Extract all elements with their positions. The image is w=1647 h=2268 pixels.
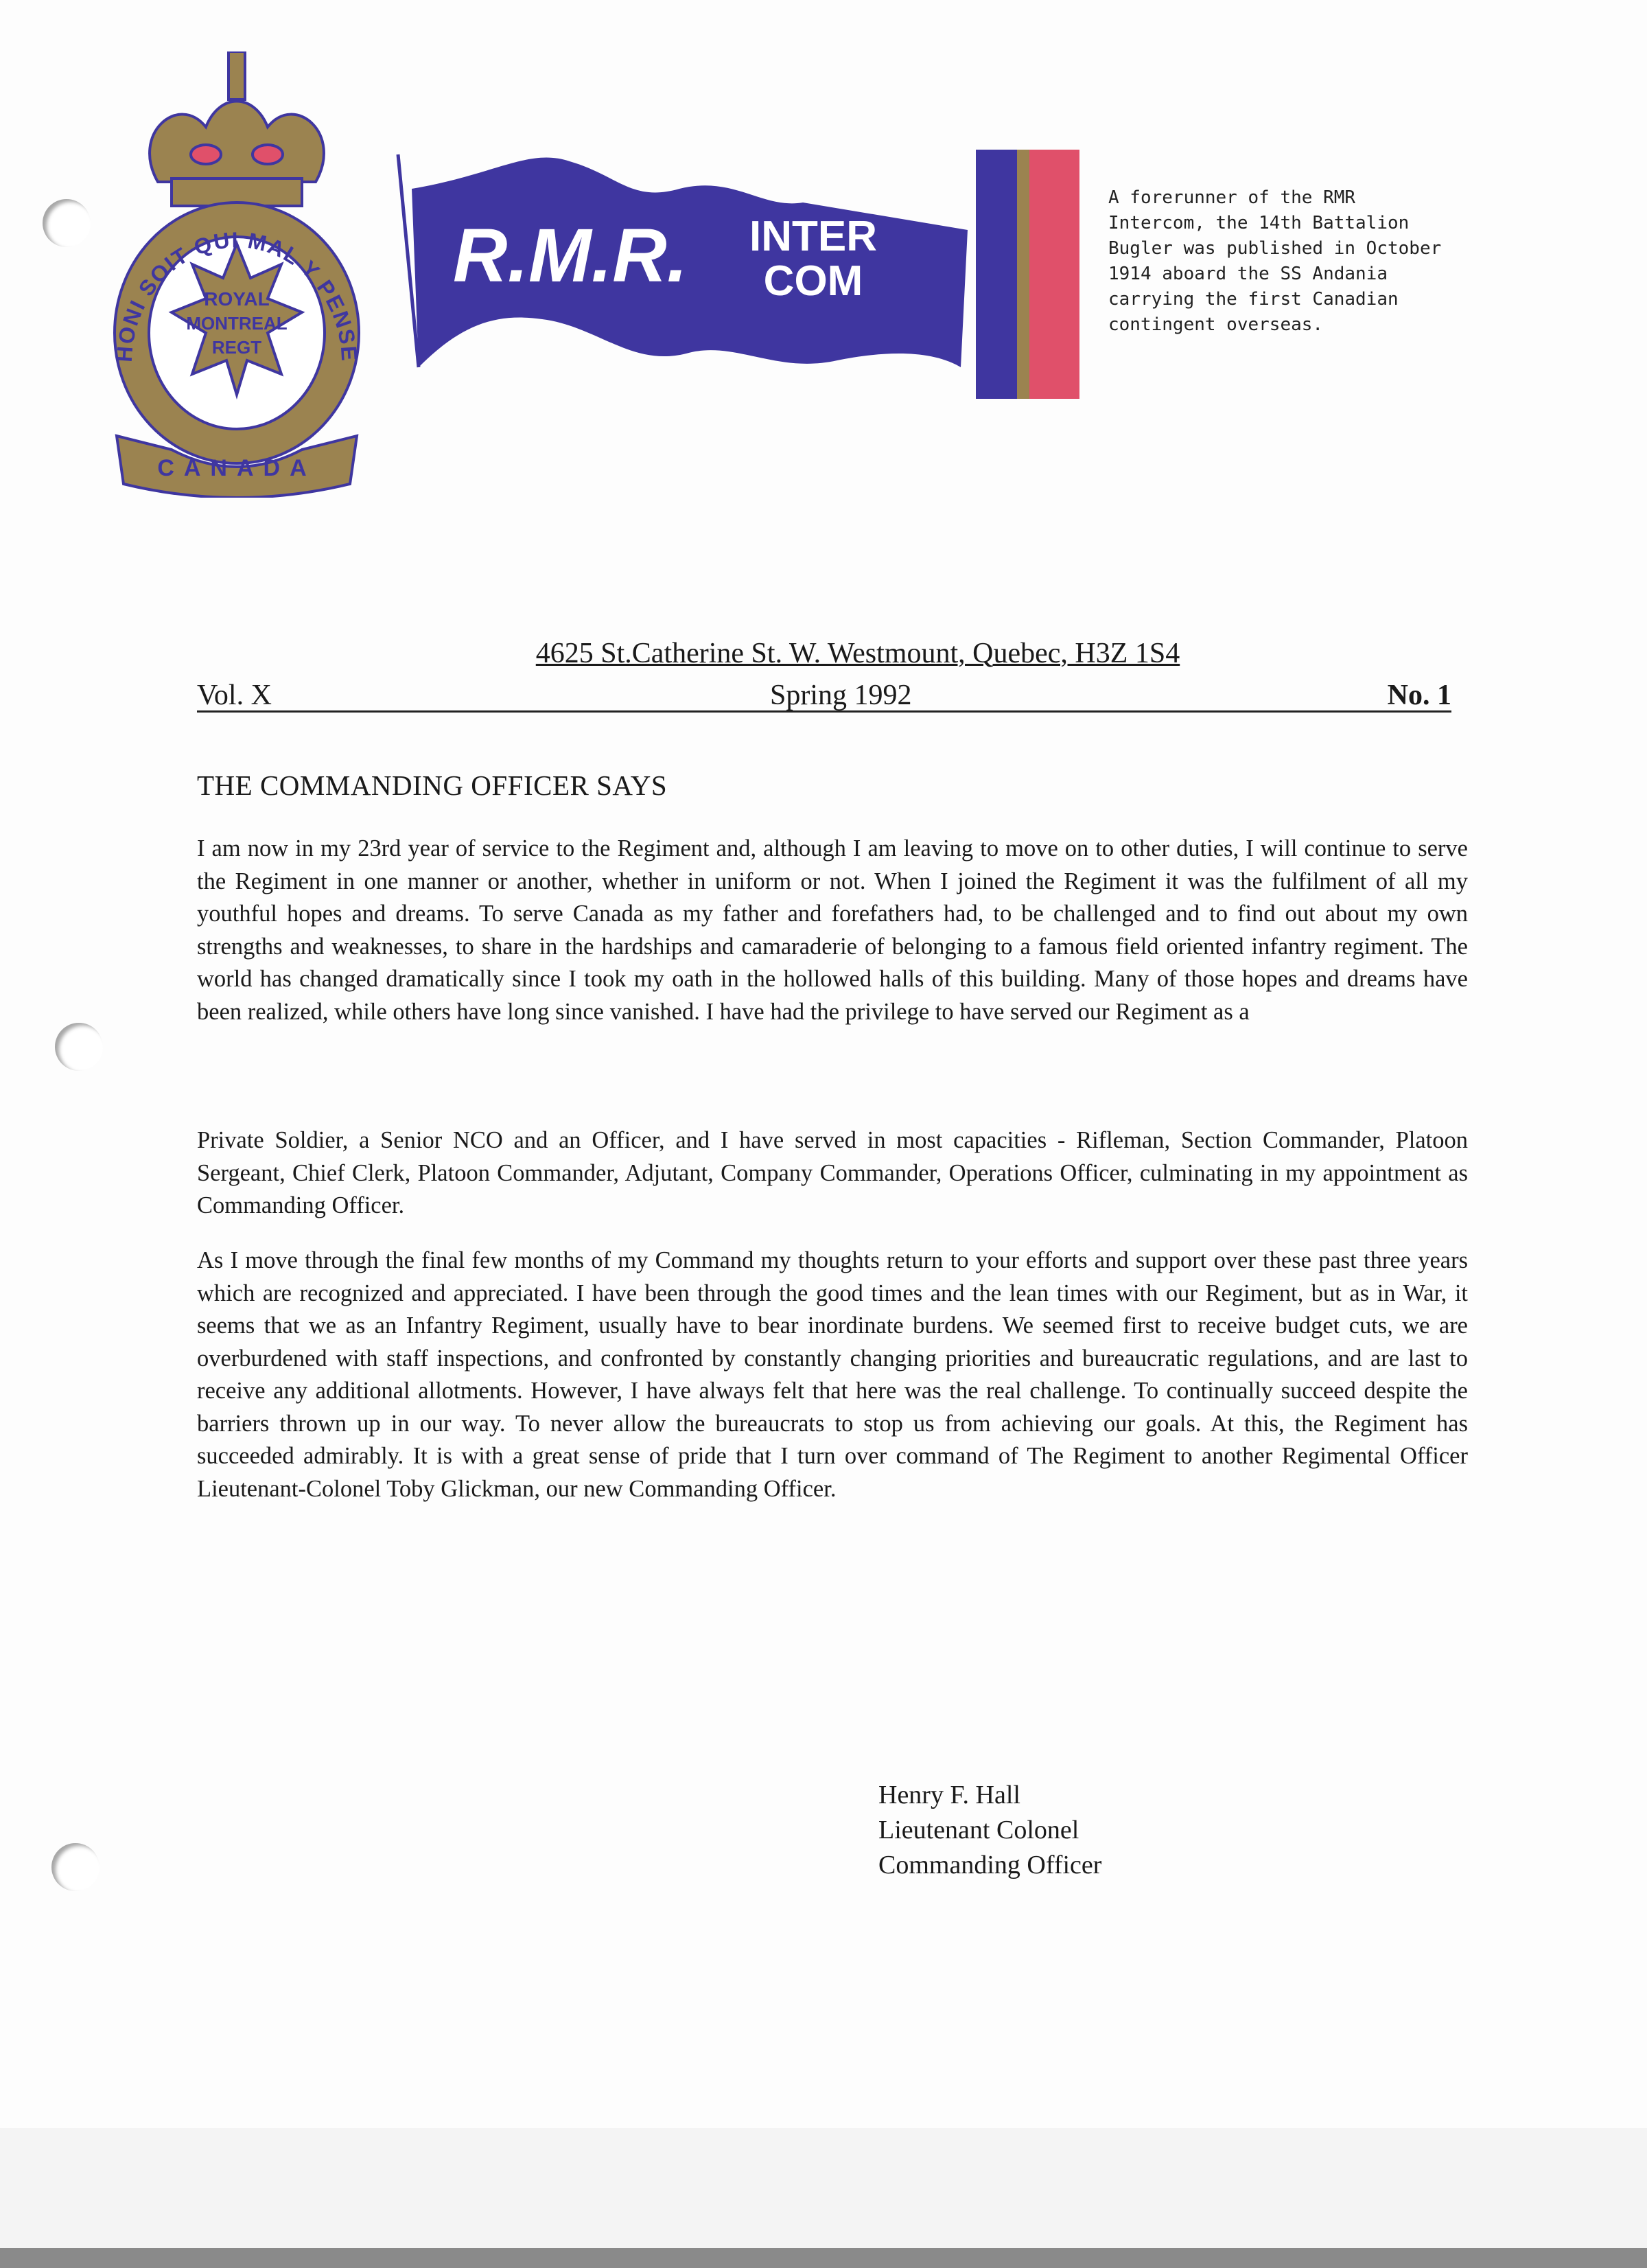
- address: 4625 St.Catherine St. W. Westmount, Quebec, H3Z 1S4: [535, 638, 1180, 669]
- paragraph: I am now in my 23rd year of service to the Regiment and, although I am leaving to move on to other duties, I will continue to serve the Regiment in one manner or another, whether in uniform or not. When I joined the Regiment it was the fulfilment of all my youthful hopes and dreams. To serve Canada as my father and forefathers had, to be challenged and to find out about my own strengths and weaknesses, to share in the hardships and camaraderie of belonging to a famous field oriented infantry regiment. The world has changed dramatically since I took my oath in the hollowed halls of this building. Many of those hopes and dreams have been realized, while others have long since vanished. I have had the privilege to have served our Regiment as a: [197, 835, 1468, 1025]
- regimental-badge-logo: [103, 51, 371, 498]
- punch-hole: [43, 199, 91, 247]
- volume: Vol. X: [197, 680, 272, 711]
- signature-rank: Lieutenant Colonel: [878, 1816, 1079, 1844]
- svg-text:INTER: INTER: [749, 213, 877, 260]
- svg-text:COM: COM: [763, 257, 863, 305]
- rmr-intercom-flag-logo: [391, 148, 981, 374]
- scan-edge: [0, 2248, 1647, 2268]
- masthead-blurb: A forerunner of the RMR Intercom, the 14th Battalion Bugler was published in October 1914 aboard the SS Andania carrying the first Canadian contingent overseas.: [1108, 187, 1442, 335]
- issue-line: [197, 676, 1451, 713]
- signature-name: Henry F. Hall: [878, 1781, 1020, 1809]
- svg-text:CANADA: CANADA: [157, 455, 316, 481]
- svg-text:REGT: REGT: [211, 337, 262, 358]
- badge-motto-text: HONI SOIT QUI MAL Y PENSE: [111, 227, 362, 363]
- signature-title: Commanding Officer: [878, 1851, 1102, 1879]
- svg-text:ROYAL: ROYAL: [204, 288, 270, 310]
- stripe-gold: [1017, 150, 1029, 399]
- punch-hole: [55, 1023, 103, 1071]
- stripe-red: [1029, 150, 1079, 399]
- issue-number: No. 1: [1387, 680, 1451, 711]
- scan-margin: [0, 2128, 1647, 2248]
- stripe-blue: [976, 150, 1017, 399]
- svg-text:MONTREAL: MONTREAL: [186, 313, 288, 334]
- paragraph: Private Soldier, a Senior NCO and an Officer, and I have served in most capacities - Rifleman, Section Commander, Platoon Sergeant, Chief Clerk, Platoon Commander, Adjutant, Company Commander, Operations Officer, culminating in my appointment as Commanding Officer.: [197, 1127, 1468, 1218]
- punch-hole: [51, 1843, 100, 1891]
- signature-block: [878, 1778, 1101, 1883]
- season: Spring 1992: [770, 680, 912, 711]
- flag-rmr-text: R.M.R.: [453, 213, 688, 298]
- article-heading: THE COMMANDING OFFICER SAYS: [197, 769, 668, 801]
- paragraph: As I move through the final few months of my Command my thoughts return to your efforts and support over these past three years which are recognized and appreciated. I have been through the good times and the lean times with our Regiment, but as in War, it seems that we as an Infantry Regiment, usually have to bear inordinate burdens. We seemed first to receive budget cuts, we are overburdened with staff inspections, and confronted by constantly changing priorities and bureaucratic regulations, and are last to receive any additional allotments. However, I have always felt that here was the real challenge. To continually succeed despite the barriers thrown up in our way. To never allow the bureaucrats to stop us from achieving our goals. At this, the Regiment has succeeded admirably. It is with a great sense of pride that I turn over command of The Regiment to another Regimental Officer Lieutenant-Colonel Toby Glickman, our new Commanding Officer.: [197, 1247, 1468, 1502]
